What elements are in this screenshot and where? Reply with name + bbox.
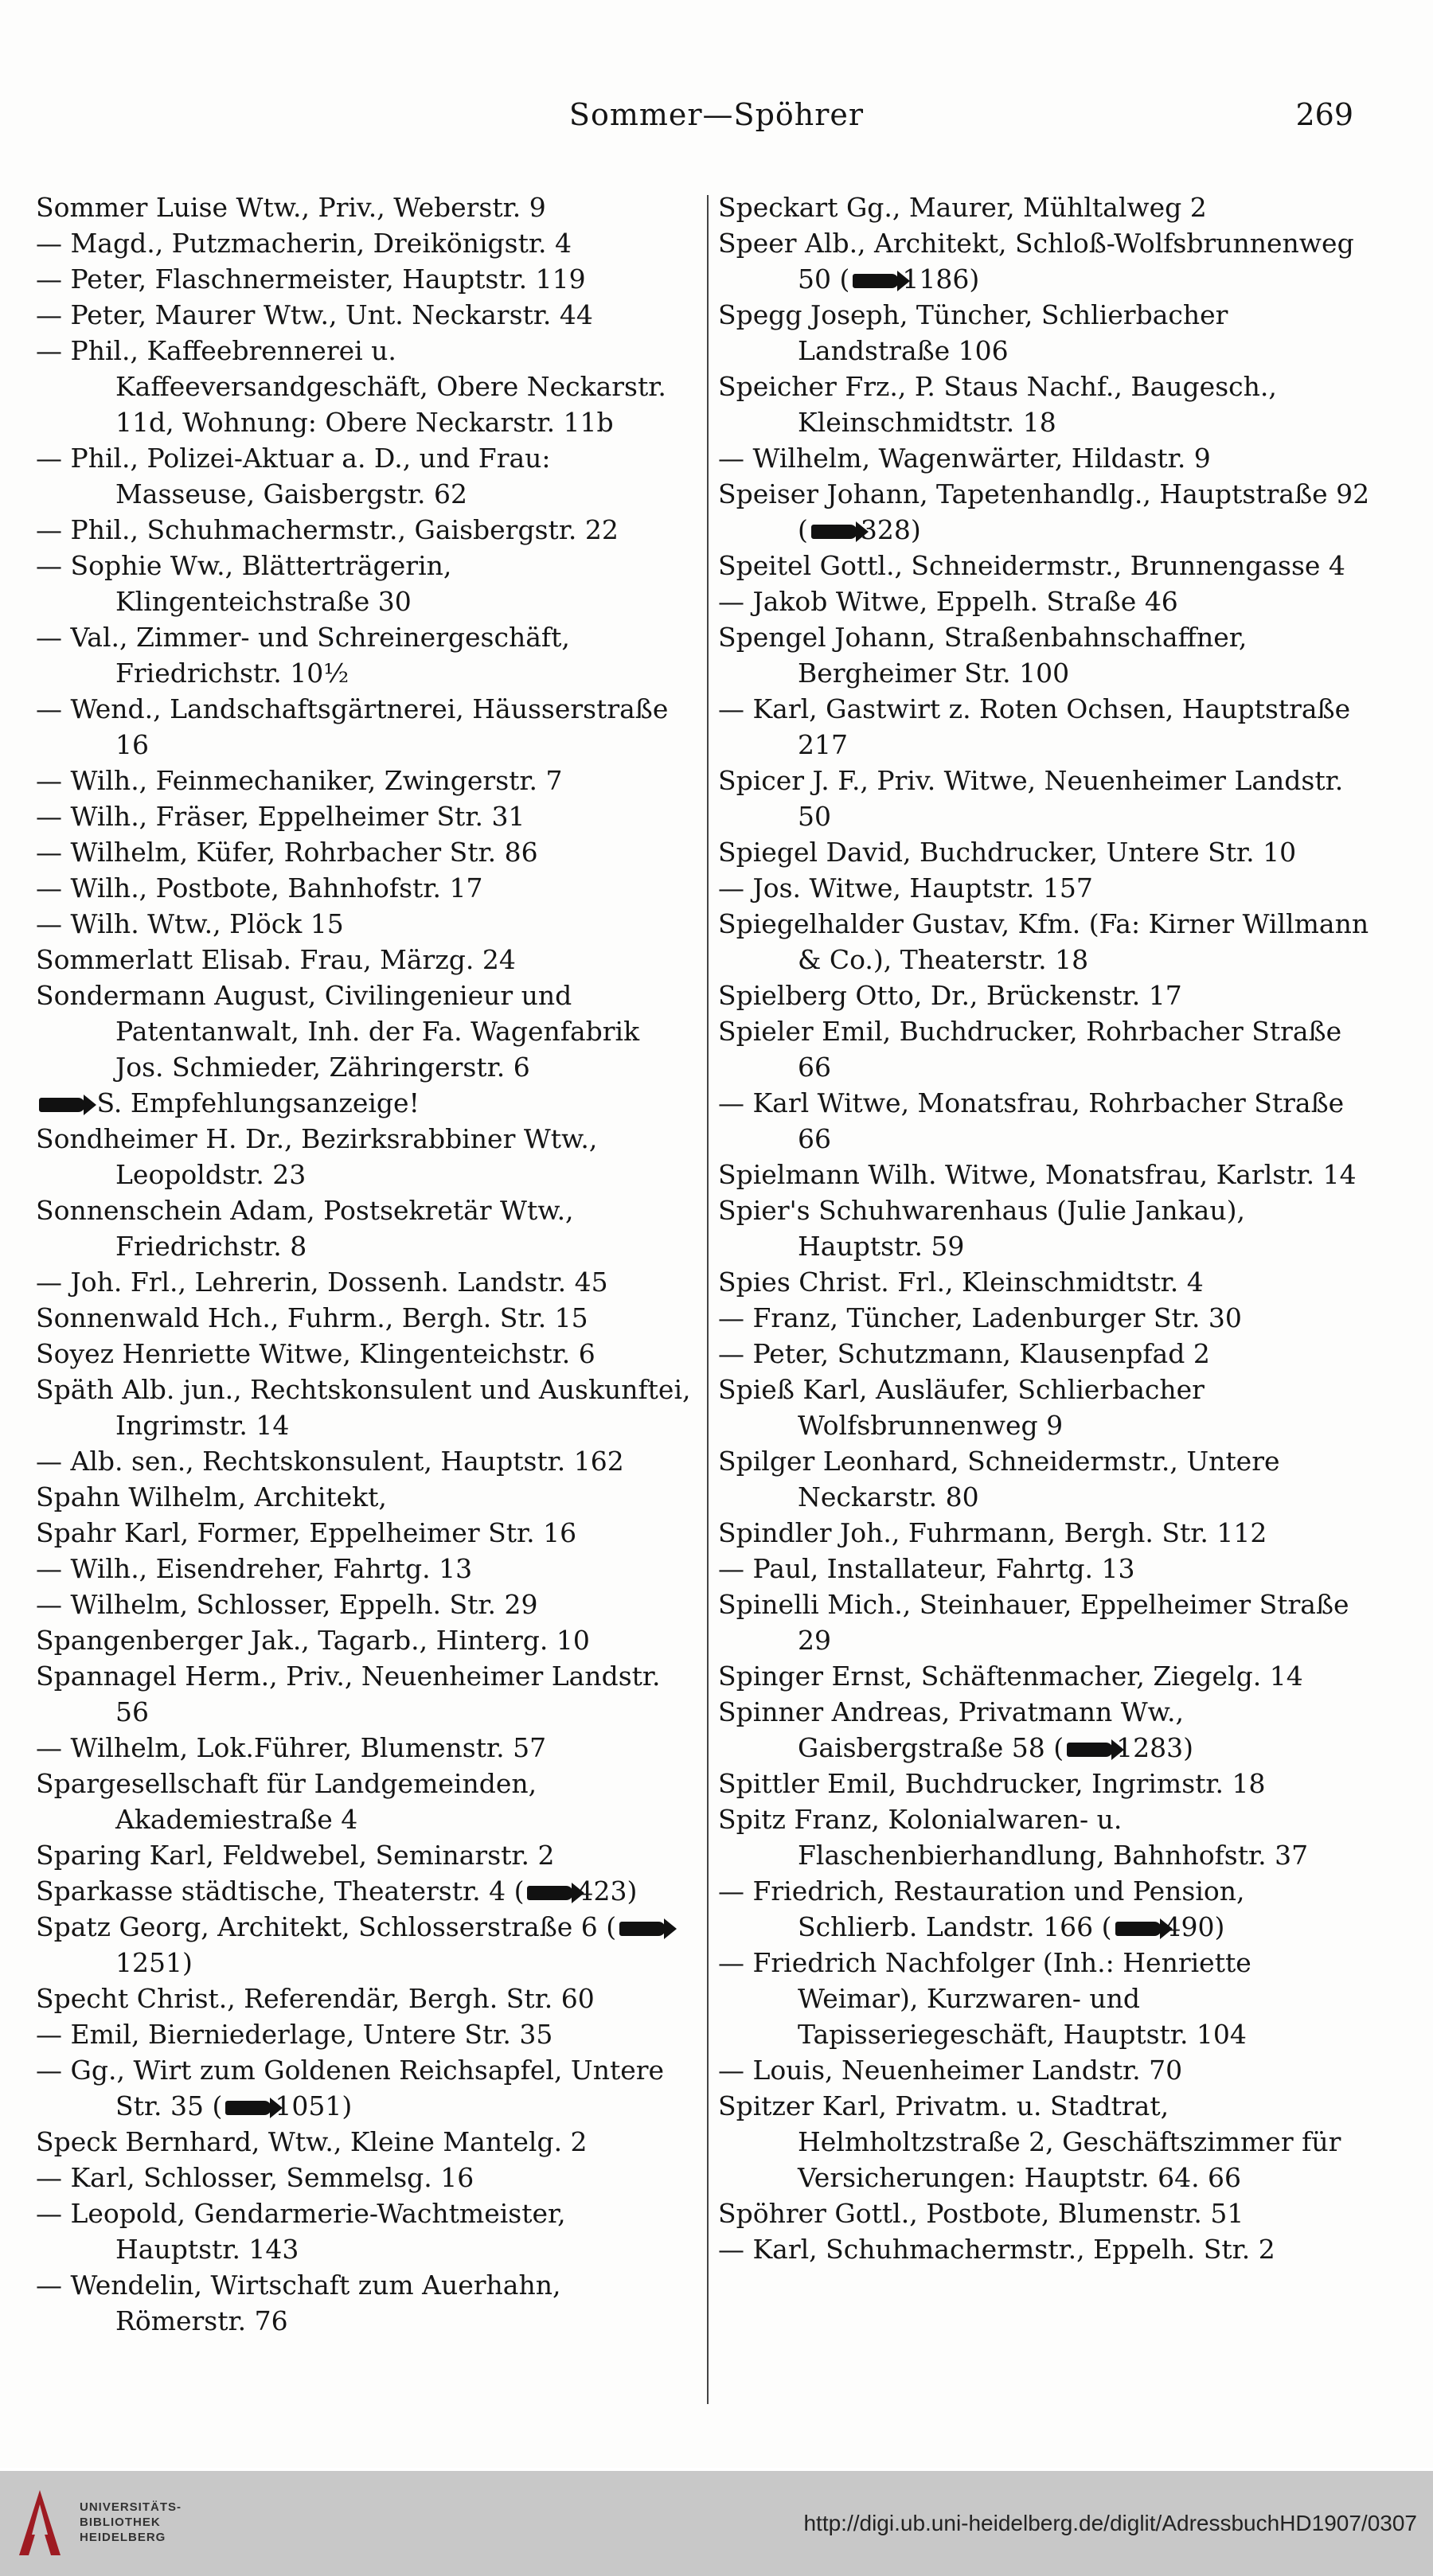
telephone-pointer-icon: [527, 1886, 573, 1900]
list-item: — Phil., Schuhmachermstr., Gaisbergstr. 22: [36, 514, 619, 545]
list-item: — Wend., Landschaftsgärtnerei, Häusserstraße 16: [36, 693, 669, 760]
list-item: Speckart Gg., Maurer, Mühltalweg 2: [718, 192, 1207, 223]
list-item: — Jos. Witwe, Hauptstr. 157: [718, 872, 1093, 904]
list-item: — Karl, Schlosser, Semmelsg. 16: [36, 2162, 474, 2193]
list-item: Spielmann Wilh. Witwe, Monatsfrau, Karlstr. 14: [718, 1159, 1357, 1190]
list-item: Späth Alb. jun., Rechtskonsulent und Auskunftei, Ingrimstr. 14: [36, 1374, 691, 1441]
list-item: Spitz Franz, Kolonialwaren- u. Flaschenbierhandlung, Bahnhofstr. 37: [718, 1804, 1309, 1871]
list-item: Sparing Karl, Feldwebel, Seminarstr. 2: [36, 1840, 555, 1871]
telephone-pointer-icon: [853, 274, 899, 288]
telephone-pointer-icon: [1067, 1743, 1113, 1757]
list-item: Sondermann August, Civilingenieur und Patentanwalt, Inh. der Fa. Wagenfabrik Jos. Schmieder, Zähringerstr. 6: [36, 980, 640, 1083]
list-item: — Franz, Tüncher, Ladenburger Str. 30: [718, 1302, 1242, 1333]
right-column: [718, 189, 1371, 2267]
list-item: Spieler Emil, Buchdrucker, Rohrbacher Straße 66: [718, 1016, 1342, 1083]
list-item: — Wilhelm, Küfer, Rohrbacher Str. 86: [36, 837, 538, 868]
list-item: — Wilh., Eisendreher, Fahrtg. 13: [36, 1553, 473, 1584]
list-item: Spiegel David, Buchdrucker, Untere Str. 10: [718, 837, 1297, 868]
list-item: Speicher Frz., P. Staus Nachf., Baugesch., Kleinschmidtstr. 18: [718, 371, 1277, 438]
list-item: Spindler Joh., Fuhrmann, Bergh. Str. 112: [718, 1517, 1267, 1548]
list-item: — Emil, Bierniederlage, Untere Str. 35: [36, 2019, 553, 2050]
list-item: Spahr Karl, Former, Eppelheimer Str. 16: [36, 1517, 577, 1548]
list-item: Spinger Ernst, Schäftenmacher, Ziegelg. 14: [718, 1661, 1303, 1692]
column-divider: [707, 195, 709, 2404]
list-item: Sonnenwald Hch., Fuhrm., Bergh. Str. 15: [36, 1302, 588, 1333]
list-item: Spinelli Mich., Steinhauer, Eppelheimer Straße 29: [718, 1589, 1349, 1656]
list-item: — Friedrich Nachfolger (Inh.: Henriette Weimar), Kurzwaren- und Tapisseriegeschäft, Hauptstr. 104: [718, 1947, 1251, 2050]
list-item: Spahn Wilhelm, Architekt,: [36, 1481, 387, 1512]
list-item: — Karl, Gastwirt z. Roten Ochsen, Hauptstraße 217: [718, 693, 1351, 760]
list-item: — Wilhelm, Lok.Führer, Blumenstr. 57: [36, 1732, 547, 1763]
list-item: Spieß Karl, Ausläufer, Schlierbacher Wolfsbrunnenweg 9: [718, 1374, 1205, 1441]
page-header: [0, 97, 1433, 145]
list-item: Speiser Johann, Tapetenhandlg., Hauptstraße 92 ( 328): [718, 478, 1370, 545]
left-column: [36, 189, 693, 2339]
source-url-link[interactable]: http://digi.ub.uni-heidelberg.de/diglit/AdressbuchHD1907/0307: [803, 2511, 1417, 2535]
pointing-hand-icon: [39, 1098, 85, 1112]
list-item: — Joh. Frl., Lehrerin, Dossenh. Landstr. 45: [36, 1267, 608, 1298]
list-item: — Friedrich, Restauration und Pension, Schlierb. Landstr. 166 ( 490): [718, 1875, 1245, 1942]
list-item: Spielberg Otto, Dr., Brückenstr. 17: [718, 980, 1182, 1011]
list-item: — Wilh., Postbote, Bahnhofstr. 17: [36, 872, 483, 904]
list-item: — Leopold, Gendarmerie-Wachtmeister, Hauptstr. 143: [36, 2198, 566, 2265]
list-item: — Phil., Polizei-Aktuar a. D., und Frau: Masseuse, Gaisbergstr. 62: [36, 443, 551, 509]
library-logo-icon: [16, 2487, 64, 2558]
list-item: — Sophie Ww., Blätterträgerin, Klingenteichstraße 30: [36, 550, 452, 617]
library-name: UNIVERSITÄTS- BIBLIOTHEK HEIDELBERG: [80, 2500, 182, 2544]
telephone-pointer-icon: [811, 525, 857, 539]
list-item: Spargesellschaft für Landgemeinden, Akademiestraße 4: [36, 1768, 537, 1835]
advertisement-note: S. Empfehlungsanzeige!: [96, 1087, 420, 1118]
list-item: Sommer Luise Wtw., Priv., Weberstr. 9: [36, 192, 546, 223]
list-item: — Peter, Flaschnermeister, Hauptstr. 119: [36, 263, 586, 295]
list-item: Spitzer Karl, Privatm. u. Stadtrat, Helmholtzstraße 2, Geschäftszimmer für Versicherungen: Hauptstr. 64. 66: [718, 2090, 1341, 2193]
list-item: Spannagel Herm., Priv., Neuenheimer Landstr. 56: [36, 1661, 661, 1727]
list-item: Spies Christ. Frl., Kleinschmidtstr. 4: [718, 1267, 1204, 1298]
list-item: — Wendelin, Wirtschaft zum Auerhahn, Römerstr. 76: [36, 2270, 561, 2336]
list-item: Spittler Emil, Buchdrucker, Ingrimstr. 18: [718, 1768, 1266, 1799]
list-item: Soyez Henriette Witwe, Klingenteichstr. 6: [36, 1338, 595, 1369]
telephone-pointer-icon: [1115, 1922, 1162, 1936]
list-item: Sonnenschein Adam, Postsekretär Wtw., Friedrichstr. 8: [36, 1195, 574, 1262]
list-item: — Karl Witwe, Monatsfrau, Rohrbacher Straße 66: [718, 1087, 1345, 1154]
list-item: — Wilh. Wtw., Plöck 15: [36, 908, 344, 939]
list-item: Sommerlatt Elisab. Frau, Märzg. 24: [36, 944, 516, 975]
running-title: Sommer—Spöhrer: [568, 97, 865, 132]
telephone-pointer-icon: [619, 1922, 666, 1936]
list-item: Specht Christ., Referendär, Bergh. Str. 60: [36, 1983, 595, 2014]
viewer-footer: [0, 2471, 1433, 2576]
list-item: — Jakob Witwe, Eppelh. Straße 46: [718, 586, 1178, 617]
list-item: Sparkasse städtische, Theaterstr. 4 ( 423): [36, 1875, 638, 1907]
list-item: Speck Bernhard, Wtw., Kleine Mantelg. 2: [36, 2126, 588, 2157]
list-item: Spatz Georg, Architekt, Schlosserstraße 6 (1251): [36, 1909, 693, 1981]
list-item: — Paul, Installateur, Fahrtg. 13: [718, 1553, 1135, 1584]
list-item: Spiegelhalder Gustav, Kfm. (Fa: Kirner Willmann & Co.), Theaterstr. 18: [718, 908, 1369, 975]
list-item: — Wilhelm, Wagenwärter, Hildastr. 9: [718, 443, 1211, 474]
list-item: [36, 1085, 693, 1121]
list-item: Spilger Leonhard, Schneidermstr., Untere Neckarstr. 80: [718, 1446, 1280, 1512]
list-item: Sondheimer H. Dr., Bezirksrabbiner Wtw., Leopoldstr. 23: [36, 1123, 598, 1190]
list-item: Spöhrer Gottl., Postbote, Blumenstr. 51: [718, 2198, 1244, 2229]
list-item: Speitel Gottl., Schneidermstr., Brunnengasse 4: [718, 550, 1345, 581]
list-item: — Wilh., Fräser, Eppelheimer Str. 31: [36, 801, 525, 832]
list-item: — Karl, Schuhmachermstr., Eppelh. Str. 2: [718, 2234, 1275, 2265]
list-item: Spegg Joseph, Tüncher, Schlierbacher Landstraße 106: [718, 299, 1228, 366]
list-item: — Alb. sen., Rechtskonsulent, Hauptstr. 162: [36, 1446, 624, 1477]
list-item: Spinner Andreas, Privatmann Ww., Gaisbergstraße 58 ( 1283): [718, 1696, 1194, 1763]
list-item: — Louis, Neuenheimer Landstr. 70: [718, 2055, 1183, 2086]
list-item: Speer Alb., Architekt, Schloß-Wolfsbrunnenweg 50 ( 1186): [718, 228, 1354, 295]
list-item: Spicer J. F., Priv. Witwe, Neuenheimer Landstr. 50: [718, 765, 1344, 832]
list-item: — Gg., Wirt zum Goldenen Reichsapfel, Untere Str. 35 ( 1051): [36, 2055, 665, 2121]
page-number: 269: [1295, 97, 1353, 132]
list-item: — Magd., Putzmacherin, Dreikönigstr. 4: [36, 228, 572, 259]
list-item: — Peter, Schutzmann, Klausenpfad 2: [718, 1338, 1210, 1369]
list-item: — Phil., Kaffeebrennerei u. Kaffeeversandgeschäft, Obere Neckarstr. 11d, Wohnung: Obere Neckarstr. 11b: [36, 335, 666, 438]
list-item: Spengel Johann, Straßenbahnschaffner, Bergheimer Str. 100: [718, 622, 1248, 689]
list-item: Spangenberger Jak., Tagarb., Hinterg. 10: [36, 1625, 590, 1656]
list-item: — Peter, Maurer Wtw., Unt. Neckarstr. 44: [36, 299, 593, 330]
list-item: Spier's Schuhwarenhaus (Julie Jankau), Hauptstr. 59: [718, 1195, 1245, 1262]
list-item: — Val., Zimmer- und Schreinergeschäft, Friedrichstr. 10½: [36, 622, 570, 689]
telephone-pointer-icon: [225, 2101, 271, 2115]
list-item: — Wilh., Feinmechaniker, Zwingerstr. 7: [36, 765, 563, 796]
list-item: — Wilhelm, Schlosser, Eppelh. Str. 29: [36, 1589, 538, 1620]
